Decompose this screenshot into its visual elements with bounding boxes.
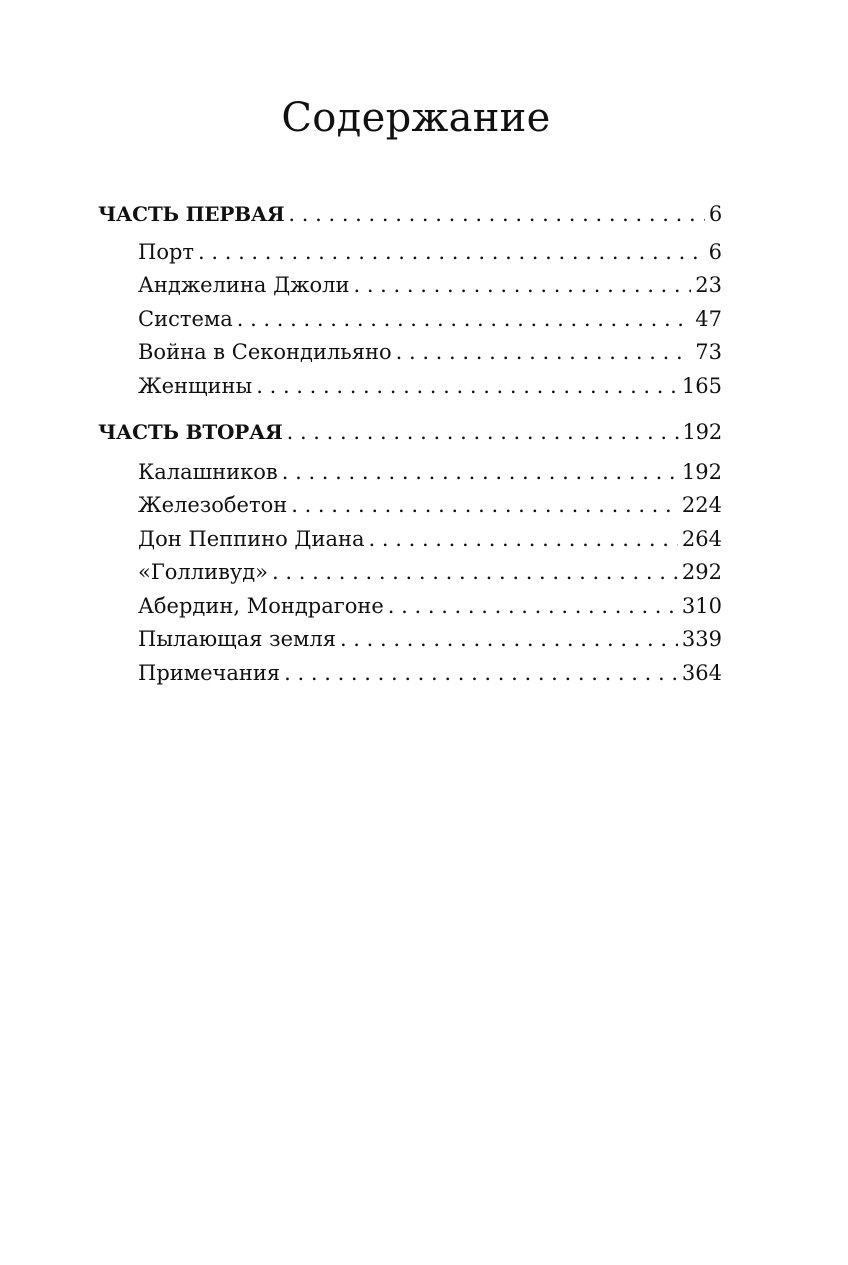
chapter-page-number: 264 — [681, 526, 722, 551]
chapter-page-number: 47 — [695, 306, 722, 331]
toc-part-heading — [98, 416, 722, 450]
chapter-page-number: 165 — [681, 373, 722, 398]
dot-leader — [284, 657, 678, 691]
chapter-title: Абердин, Мондрагоне — [138, 593, 384, 618]
chapter-title: Война в Секондильяно — [138, 340, 392, 364]
dot-leader — [396, 336, 692, 370]
chapter-page-number: 310 — [681, 593, 722, 618]
toc-chapter-row — [98, 590, 722, 624]
chapter-title: Железобетон — [138, 493, 288, 517]
toc-part-two — [98, 416, 722, 690]
chapter-title: Калашников — [138, 459, 278, 484]
chapter-title: Порт — [138, 239, 195, 264]
toc-chapter-row — [98, 456, 722, 490]
page-title: Содержание — [281, 95, 551, 141]
chapter-page-number: 73 — [695, 340, 722, 364]
toc-chapter-row — [98, 336, 722, 370]
dot-leader — [256, 370, 678, 404]
dot-leader — [272, 556, 678, 590]
chapter-page-number: 292 — [681, 560, 722, 584]
chapter-title: Анджелина Джоли — [138, 273, 350, 297]
dot-leader — [282, 456, 678, 490]
dot-leader — [340, 623, 678, 657]
part-title: ЧАСТЬ ПЕРВАЯ — [98, 202, 285, 226]
chapter-title: Женщины — [138, 373, 253, 398]
chapter-title: Пылающая земля — [138, 627, 336, 651]
toc-part-one — [98, 198, 722, 403]
chapter-list — [98, 236, 722, 404]
toc-chapter-row — [98, 303, 722, 337]
chapter-page-number: 364 — [681, 660, 722, 685]
part-page-number: 6 — [708, 202, 722, 226]
chapter-title: Примечания — [138, 660, 281, 685]
toc-chapter-row — [98, 657, 722, 691]
chapter-page-number: 192 — [681, 459, 722, 484]
part-page-number: 192 — [682, 420, 722, 444]
toc-chapter-row — [98, 556, 722, 590]
chapter-page-number: 6 — [708, 239, 722, 264]
chapter-title: Дон Пеппино Диана — [138, 526, 365, 551]
dot-leader — [198, 236, 705, 270]
chapter-page-number: 339 — [681, 627, 722, 651]
toc-chapter-row — [98, 523, 722, 557]
chapter-page-number: 224 — [681, 493, 722, 517]
chapter-title: «Голливуд» — [138, 560, 269, 584]
toc-part-heading — [98, 198, 722, 232]
part-title: ЧАСТЬ ВТОРАЯ — [98, 420, 283, 444]
dot-leader — [237, 303, 692, 337]
chapter-page-number: 23 — [695, 273, 722, 297]
toc-chapter-row — [98, 370, 722, 404]
dot-leader — [388, 590, 678, 624]
chapter-title: Система — [138, 306, 233, 331]
toc-chapter-row — [98, 489, 722, 523]
dot-leader — [287, 416, 679, 450]
dot-leader — [353, 269, 691, 303]
dot-leader — [369, 523, 678, 557]
table-of-contents — [98, 198, 722, 690]
dot-leader — [288, 198, 704, 232]
toc-chapter-row — [98, 236, 722, 270]
chapter-list — [98, 456, 722, 691]
dot-leader — [291, 489, 678, 523]
toc-chapter-row — [98, 269, 722, 303]
toc-chapter-row — [98, 623, 722, 657]
